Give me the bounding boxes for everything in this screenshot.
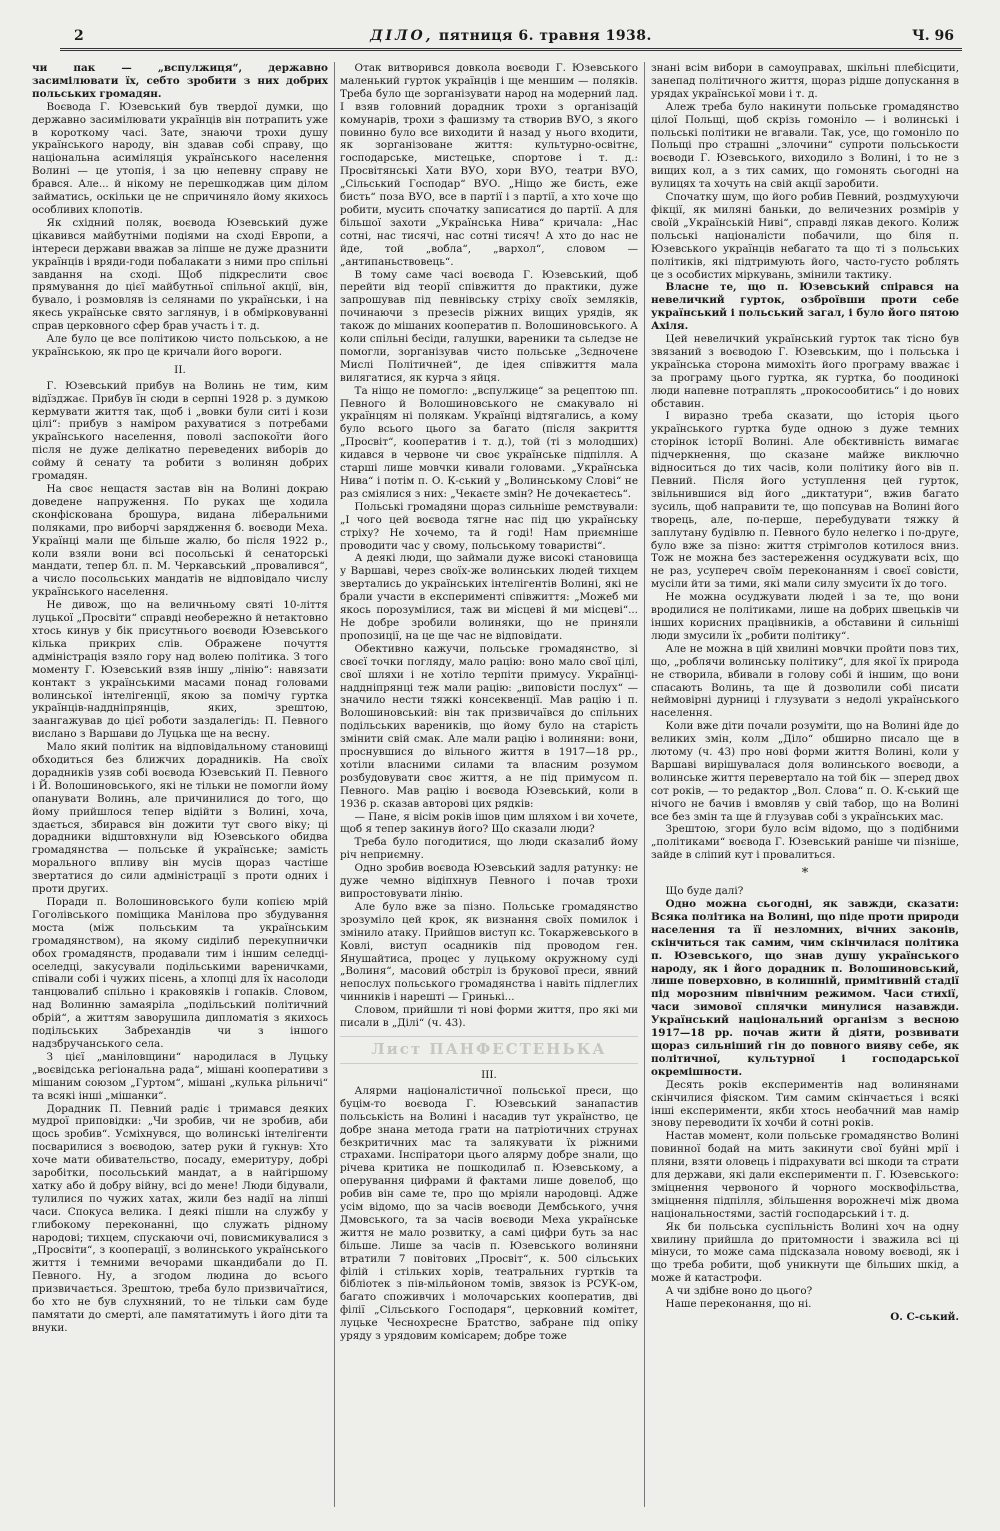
paragraph: Не дивож, що на величньому святі 10-ліття луцької „Просвіти“ справді необережно й нетактовно хтось кинув у бік присутнього воєводи Юзевського кілька прикрих слів. Ображене почуття адміністрація взяло гору над волею політика. З того моменту Г. Юзевський взяв іншу „лінію“: навязати контакт з українськими масами понад головами волинської інтелігенції, якою за помічу гуртка українців-наддніпрянців, яких, зрештою, заангажував до цієї роботи заздалегідь: П. Певного вислано з Варшави до Луцька ще на весну. <box>32 599 328 741</box>
paragraph: Власне те, що п. Юзевський спірався на невеличкий гурток, озброївши проти себе український і польський загал, і було його пятою Ахіля. <box>651 281 959 333</box>
paragraph: На своє нещастя застав він на Волині докраю доведене напруження. По руках ще ходила сконфіскована брошура, видана ліберальними поляками, про виборчі зарядження б. воєводи Меха. Українці мали ще більше жалю, бо після 1922 р., коли взяли вони всі посольські й сенаторські мандати, тепер бл. п. М. Черкавський „провалився“, а число посольських мандатів не відповідало числу українського населення. <box>32 483 328 599</box>
paragraph: Обективно кажучи, польське громадянство, зі своєї точки погляду, мало рацію: воно мало свої цілі, свої шляхи і не хотіло терпіти примусу. Українці-наддніпрянці теж мали рацію: „виповісти послух“ — значило нести тяжкі консеквенції. Мав рацію і п. Волошиновський: він так призвичаївся до спільних подільських вареників, що йому було на старість змінити свій смак. Але мали рацію і волиняни: вони, проснувшися до вільного життя в 1917—18 рр., хотіли власними силами та власним розумом розбудовувати своє життя, а не під примусом п. Певного. Мав рацію і воєвода Юзевський, коли в 1936 р. сказав авторові цих рядків: <box>340 642 638 810</box>
page-header <box>60 22 962 51</box>
bleed-through-heading: Лист ПАНФЕСТЕНЬКА <box>340 1036 638 1064</box>
column-divider <box>334 62 335 1507</box>
masthead-line <box>60 28 962 44</box>
paragraph: Алеж треба було накинути польське громадянство цілої Польщі, щоб скрізь гомоніло — і волинські і польські політики не вгавали. Так, усе, що гомоніло по Польщі про страшні „злочини“ супроти польськости воєводи Г. Юзевського, виходило з Волині, і то не з вищих кол, а з тих самих, що гомонять сьогодні на вулицях та хочуть на свій акції заробити. <box>651 100 959 191</box>
paragraph: Але не можна в цій хвилині мовчки пройти повз тих, що, „роблячи волинську політику“, для якої їх природа не створила, вбивали в голову собі й іншим, що вони спасають Волинь, та ще й дозволили собі писати неймовірні дурниці і глузувати з недолі українського населення. <box>651 642 959 720</box>
paragraph: знані всім вибори в самоуправах, шкільні плебісцити, занепад політичного життя, щораз рідше допускання в урядах української мови і т. д. <box>651 62 959 100</box>
issue-number: Ч. 96 <box>911 28 954 44</box>
column-2 <box>340 62 638 1507</box>
paragraph: — Пане, я вісім років ішов цим шляхом і ви хочете, щоб я тепер закинув його? Що сказали люди? <box>340 810 638 836</box>
paragraph: І виразно треба сказати, що історія цього українського гуртка буде одною з дуже темних сторінок історії Волині. Але обєктивність вимагає підчеркнення, що сказане майже виключно відноситься до тих часів, коли політику його вів п. Певний. Після його уступлення цей гурток, звільнившися від його „диктатури“, вжив багато зусиль, щоб направити те, що попсував на Волині його творець, але, по-перше, перебудувати тяжку й заплутану будівлю п. Певного було нелегко і по-друге, було вже за пізно: життя стрімголов котилося вниз. Тож не можна без застереження осуджувати всіх, що не раз, усупереч своїм переконанням і своєї совісти, мусіли йти за тими, які мали силу змусити їх до того. <box>651 410 959 591</box>
column-1 <box>32 62 328 1507</box>
paragraph: А деякі люди, що займали дуже високі становища у Варшаві, через своїх-же волинських людей тихцем звертались до українських інтелігентів Волині, які не брали участи в експерименті співжиття: „Можеб ми якось порозумілися, таж ви місцеві й ми місцеві“... Не добре зробили волиняки, що не приняли пропозиції, на це ще час не відповідати. <box>340 552 638 642</box>
section-heading: III. <box>481 1068 497 1081</box>
column-divider <box>644 62 645 1507</box>
paragraph: чи пак — „вспулжиця“, державно засимілювати їх, себто зробити з них добрих польських громадян. <box>32 62 328 100</box>
paragraph: Але було це все політикою чисто польською, а не українською, як про це кричали його вороги. <box>32 333 328 358</box>
paragraph: Настав момент, коли польське громадянство Волині повинної бодай на мить закинути свої буйні мрії і пляни, взяти оловець і підрахувати всі шкоди та страти для держави, які дали експерименти п. Г. Юзевського: зміцнення червоного й чорного москвофільства, зміцнення підпілля, збільшення ворожнечі між двома національностями, застій господарський і т. д. <box>651 1130 959 1220</box>
paragraph: Одно зробив воєвода Юзевський задля ратунку: не дуже чемно відіпхнув Певного і почав трохи випростовувати лінію. <box>340 862 638 900</box>
section-heading: II. <box>174 363 186 376</box>
author-signature: О. С-ський. <box>890 1311 959 1323</box>
paragraph: Словом, прийшли ті нові форми життя, про які ми писали в „Ділі“ (ч. 43). <box>340 1004 638 1030</box>
paragraph: Як би польська суспільність Волині хоч на одну хвилину прийшла до притомности і зважила всі ці мінуси, то може сама підсказала новому воєводі, як і що треба робити, щоб уникнути ще більших шкід, а може й катастрофи. <box>651 1220 959 1285</box>
paragraph: Але було вже за пізно. Польське громадянство зрозуміло цей крок, як визнання своїх помилок і змінило атаку. Прийшов виступ кс. Токаржевського в Ковлі, виступ осадників під проводом ген. Янушайтиса, процес у луцькому окружному суді „Волиня“, масовий обстріл із брукової преси, явний непослух польського громадянства і навіть підлеглих чинників і нарешті — Гринькі... <box>340 900 638 1004</box>
paragraph: Одно можна сьогодні, як завжди, сказати: Всяка політика на Волині, що піде проти природи населення та її незломних, вічних законів, скінчиться так самим, чим скінчилася політика п. Юзевського, що знав душу українського народу, як і його дорадник п. Волошиновський, лише поверховно, в колишній, примітивній стадії під морозним північним режимом. Часи стихії, часи зимової сплячки минулися назавжди. Український національний організм з весною 1917—18 рр. почав жити й діяти, розвивати щораз сильніший гін до повного вияву себе, як політичної, культурної і господарської окремішности. <box>651 898 959 1078</box>
paragraph: Десять років експериментів над волинянами скінчилися фіяском. Тим самим скінчається і всякі інші експерименти, якби хтось необачний мав намір знову переводити їх хочби й сотні років. <box>651 1078 959 1130</box>
paragraph: Цей невеличкий український гурток так тісно був звязаний з воєводою Г. Юзевським, що і польська і українська сторона мимохіть його програму вважає і за програму цього гуртка, як гуртка, бо поодинокі люди напевне потраплять „прокосообитись“ і до нових обставин. <box>651 333 959 410</box>
column-3 <box>651 62 959 1507</box>
paragraph: Треба було погодитися, що люди сказалиб йому річ неприємну. <box>340 836 638 862</box>
paragraph: Зрештою, згори було всім відомо, що з подібними „політиками“ воєвода Г. Юзевський раніше чи пізніше, зайде в сліпий кут і провалиться. <box>651 823 959 862</box>
paragraph: З цієї „маніловщини“ народилася в Луцьку „воєвідська регіональна рада“, мішані кооперативи з мішаним союзом „Гуртом“, мішані „кулька рільничі“ та всякі інші „мішанки“. <box>32 1050 328 1102</box>
newspaper-name: ДІЛО, <box>370 28 434 44</box>
paragraph: Воєвода Г. Юзевський був твердої думки, що державно засимілювати українців він потрапить уже в короткому часі. Зате, знаючи трохи душу українського народу, він здавав собі справу, що національна асиміляція українського населення Волині — це утопія, і за цю непевну справу не брався. Але... й нікому не перешкоджав цим ділом займатись, оскільки це не спричиняло йому якихось особливих клопотів. <box>32 100 328 216</box>
paragraph: Наше переконання, що ні. <box>665 1298 812 1311</box>
paragraph: Спочатку шум, що його робив Певний, роздмухуючи фікції, як миляні баньки, до величезних розмірів у своїй „Українській Ниві“, справді лякав декого. Колиж польські націоналісти побачили, що біля п. Юзевського українців небагато та що ті з польських політиків, які підтримують його, часто-густо роблять це з особистих міркувань, змінили тактику. <box>651 191 959 281</box>
paragraph: Дорадник П. Певний радіє і тримався деяких мудрої приповідки: „Чи зробив, чи не зробив, аби щось зробив“. Усміхнувся, що волинські інтелігенти посварилися з воєводою, затер руки й гукнув: Хто хоче мати обивательство, посаду, емеритуру, добрі заробітки, посольський мандат, а в найгіршому хатку або й добру війну, всі до мене! Люди бідували, тулилися по чужих хатах, жили без надії на ліпші часи. Спокуса велика. І деякі пішли на службу у глибокому переконанні, що служать рідному народові; тихцем, спускаючи очі, повисмикувалися з „Просвіти“, з кооперації, з волинського українського життя і темними вечорами шкандибали до П. Певного. Ну, а згодом людина до всього призвичається. Зрештою, треба було призвичаїтися, бо хто не був слухняний, то не тільки сам буде памятати до смерті, але памятатимуть і його діти та внуки. <box>32 1102 328 1334</box>
paragraph: Що буде далі? <box>665 885 744 898</box>
paragraph: Коли вже діти почали розуміти, що на Волині йде до великих змін, колм „Діло“ обширно писало ще в лютому (ч. 43) про нові форми життя Волині, коли у Варшаві вирішувалася доля волинського воєводи, а волинське життя перевертало на той бік — зперед двох сот років, — то редактор „Вол. Слова“ п. О. К-ський ще нічого не бачив і вмовляв у свій табор, що на Волині все без змін та ще й глузував собі з українських мас. <box>651 720 959 823</box>
issue-date: пятниця 6. травня 1938. <box>438 28 652 44</box>
paragraph: Г. Юзевський прибув на Волинь не тим, ким відїзджає. Прибув їн сюди в серпні 1928 р. з думкою кермувати життя так, щоб і „вовки були ситі і кози цілі“: прибув з наміром рахуватися з потребами українського населення, поволі заспокоїти його після не дуже делікатно переведених виборів до сойму й сенату та робити з волинян добрих громадян. <box>32 379 328 483</box>
section-separator: * <box>801 866 809 882</box>
paragraph: Поради п. Волошиновського були копією мрій Гоголівського поміщика Манілова про збудування моста (між польським та українським громадянством), на якому сиділиб перекупнички обох громадянств, продавали тим і іншим селедці-оселедці, закусували подільськими вареничками, співали собі і чужих пісень, а хлопці для їх насолоди танцювалиб спільно і краковяків і гопаків. Словом, над Волинню замаяріла „подільський політичний обрій“, а життям заворушила дипломатія з якихось подільських Забрехандів чи з іншого надзбручанського села. <box>32 896 328 1050</box>
page-number: 2 <box>74 28 84 44</box>
paragraph: Не можна осуджувати людей і за те, що вони вродилися не політиками, лише на добрих швецьків чи інших корисних працівників, а обставини й сильніші люди змусили їх „робити політику“. <box>651 591 959 642</box>
paragraph: Польські громадяни щораз сильніше ремствували: „І чого цей воєвода тягне нас під цю українську стріху? Не хочемо, та й годі! Нам приємніше проводити час у свому, польському товаристві“. <box>340 500 638 552</box>
paragraph: Як східний поляк, воєвода Юзевський дуже цікавився майбутніми подіями на сході Европи, а інтереси держави вважав за ліпше не дуже дразнити українців і вряди-годи побалакати з ними про спільні завдання на сході. Щоб підкреслити своє прямування до цієї майбутньої спільної акції, він, бувало, і розмовляв із селянами по українськи, і на якесь українське свято заглянув, і в обмірковуванні справ церковного сфер брав участь і т. д. <box>32 216 328 333</box>
paragraph: Отак витворився довкола воєводи Г. Юзевського маленький гурток українців і ще меншим — поляків. Треба було ще зорганізувати народ на модерний лад. І взяв головний дорадник трохи з організацій комунарів, трохи з фашизму та створив ВУО, з якого повинно було все виходити й назад у нього входити, як зорганізоване життя: культурно-освітнє, господарське, мистецьке, спортове і т. д.: Просвітянські Хати ВУО, хори ВУО, театри ВУО, „Сільський Господар“ ВУО. „Ніщо же бисть, еже бисть“ поза ВУО, все в партії і з партії, а хто хоче що робити, мусить спочатку записатися до партії. А для більшої захоти „Українська Нива“ кричала: „Нас сотні, нас тисячі, нас сотні тисяч! А хто до нас не йде, той „вобла“, „вархол“, словом — „антипаньствовець“. <box>340 62 638 268</box>
paragraph: Та ніщо не помогло: „вспулжице“ за рецептою пп. Певного й Волошиновського не смакувало ні українцям ні полякам. Українці відтягались, а кому було всього цього за багато (після закриття „Просвіт“, кооператив і т. д.), той (ті з молодших) кидався в червоне чи своє українське підпілля. А старші лише мовчки кивали головами. „Українська Нива“ і потім п. О. К-ський у „Волинському Слові“ не раз сміялися з них: „Чекаєте змін? Не дочекаєтесь“. <box>340 384 638 500</box>
paragraph: Алярми націоналістичної польської преси, що буцім-то воєвода Г. Юзевський занапастив польськість на Волині і насадив тут українство, це добре знана метода грати на патріотичних струнах безкритичних мас та залякувати їх ріжними страхами. Інспіратори цього алярму добре знали, що річева критика не пошкодилаб п. Юзевському, а оперування цифрами й фактами лише довелоб, що робив він саме те, про що мріяли народовці. Адже усім відомо, що за часів воєводи Дембського, учня Дмовського, та за часів воєводи Меха українське життя не мало розвитку, а самі цифри буть за нас більше. Лише за часів п. Юзевського волиняни втратили 7 повітових „Просвіт“, к. 500 сільських філій і стільких хорів, театральних гуртків та бібліотек з пів-мільйоном томів, звязок із РСУК-ом, багато споживчих і молочарських кооператив, дві філії „Сільського Господаря“, церковний комітет, луцьке Чеснохресне Братство, забране під опіку уряду з урядовим комісарем; добре тоже <box>340 1084 638 1343</box>
paragraph: Мало який політик на відповідальному становищі обходиться без ближчих дорадників. На своїх дорадників узяв собі воєвода Юзевський П. Певного і Й. Волошиновського, які не тільки не помогли йому опанувати Волинь, але причинилися до того, що йому прийшлося тепер відійти з Волині, хоча, здається, збирався він дожити тут свого віку; ці дорадники відштовхнули від Юзевського обидва громадянства — польське й українське; замість морального впливу він мусів щораз частіше звертатися до сили адміністрації з проти одних і проти других. <box>32 741 328 896</box>
paragraph: А чи здібне воно до цього? <box>665 1285 813 1298</box>
paragraph: В тому саме часі воєвода Г. Юзевський, щоб перейти від теорії співжиття до практики, дуже запрошував під певнівську стріху своїх земляків, починаючи з презесів ріжних вищих урядів, як також до мішаних кооператив п. Волошиновського. А коли спільні бесіди, галушки, вареники та сьледзе не помогли, зорганізував чисто польське „Зєдночене Мислі Політичней“, де ідея співжиття мала вилягатися, як курча з яйця. <box>340 268 638 384</box>
